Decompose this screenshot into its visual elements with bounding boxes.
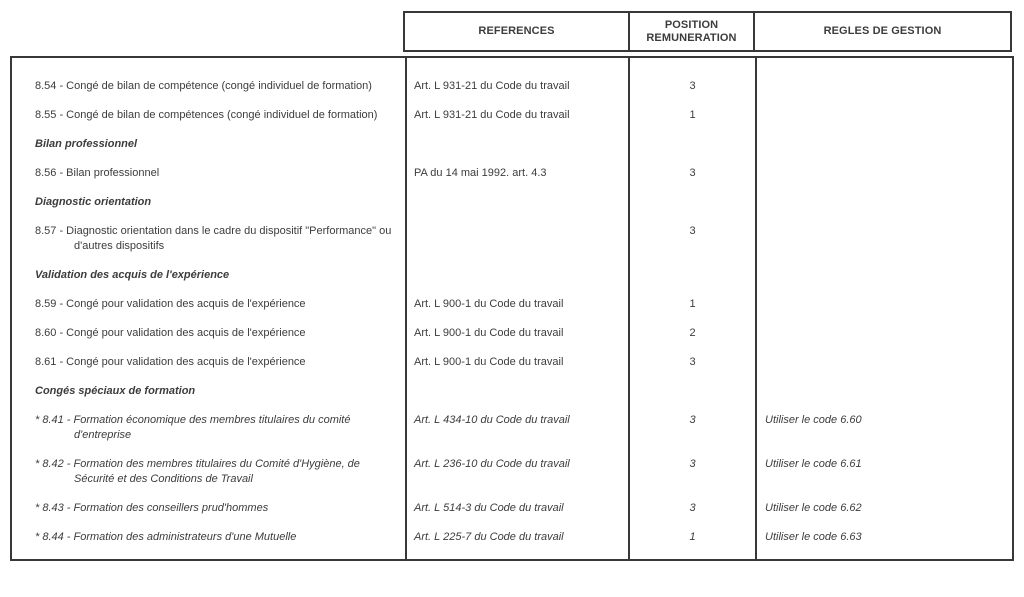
item-regle-de-gestion: [756, 57, 1013, 94]
item-reference: [406, 181, 629, 210]
item-regle-de-gestion: Utiliser le code 6.62: [756, 487, 1013, 516]
item-reference: Art. L 434-10 du Code du travail: [406, 399, 629, 443]
item-position-remuneration: 3: [629, 210, 756, 254]
table-row: [11, 94, 1013, 123]
section-title: Diagnostic orientation: [35, 196, 152, 208]
item-regle-de-gestion: Utiliser le code 6.63: [756, 516, 1013, 560]
item-description: * 8.43 - Formation des conseillers prud'hommes: [35, 502, 269, 514]
section-row: [11, 181, 1013, 210]
header-position-line1: POSITION: [664, 18, 719, 31]
section-title: Congés spéciaux de formation: [35, 385, 196, 397]
header-references-label: REFERENCES: [478, 25, 555, 37]
table-header: [403, 11, 1012, 52]
item-reference: Art. L 225-7 du Code du travail: [406, 516, 629, 560]
item-regle-de-gestion: [756, 283, 1013, 312]
item-position-remuneration: 1: [629, 94, 756, 123]
item-position-remuneration: [629, 370, 756, 399]
item-description: 8.54 - Congé de bilan de compétence (congé individuel de formation): [35, 80, 372, 92]
table-container: [10, 11, 1012, 561]
table-row: [11, 210, 1013, 254]
table-row: [11, 312, 1013, 341]
item-description: 8.60 - Congé pour validation des acquis de l'expérience: [35, 327, 306, 339]
section-title: Bilan professionnel: [35, 138, 138, 150]
section-row: [11, 123, 1013, 152]
item-reference: [406, 123, 629, 152]
item-description: 8.57 - Diagnostic orientation dans le cadre du dispositif "Performance" ou d'autres dispositifs: [35, 225, 392, 252]
header-regles-label: REGLES DE GESTION: [823, 25, 942, 37]
item-regle-de-gestion: [756, 210, 1013, 254]
table-row: [11, 283, 1013, 312]
item-reference: Art. L 236-10 du Code du travail: [406, 443, 629, 487]
table-row: [11, 341, 1013, 370]
item-regle-de-gestion: [756, 94, 1013, 123]
section-row: [11, 370, 1013, 399]
item-position-remuneration: [629, 123, 756, 152]
item-regle-de-gestion: [756, 341, 1013, 370]
item-reference: Art. L 900-1 du Code du travail: [406, 283, 629, 312]
item-position-remuneration: 3: [629, 399, 756, 443]
table-row: [11, 487, 1013, 516]
item-position-remuneration: 3: [629, 57, 756, 94]
table-row: [11, 152, 1013, 181]
item-position-remuneration: [629, 181, 756, 210]
item-regle-de-gestion: [756, 152, 1013, 181]
item-regle-de-gestion: [756, 254, 1013, 283]
item-description: 8.61 - Congé pour validation des acquis de l'expérience: [35, 356, 306, 368]
item-position-remuneration: 3: [629, 443, 756, 487]
item-reference: Art. L 900-1 du Code du travail: [406, 312, 629, 341]
item-position-remuneration: 3: [629, 341, 756, 370]
item-description: * 8.44 - Formation des administrateurs d'une Mutuelle: [35, 531, 297, 543]
item-position-remuneration: 2: [629, 312, 756, 341]
item-reference: PA du 14 mai 1992. art. 4.3: [406, 152, 629, 181]
item-reference: [406, 254, 629, 283]
item-reference: Art. L 931-21 du Code du travail: [406, 57, 629, 94]
item-description: * 8.42 - Formation des membres titulaires du Comité d'Hygiène, de Sécurité et des Conditions de Travail: [35, 458, 360, 485]
table-row: [11, 57, 1013, 94]
item-position-remuneration: [629, 254, 756, 283]
item-regle-de-gestion: [756, 181, 1013, 210]
item-regle-de-gestion: [756, 123, 1013, 152]
item-reference: Art. L 900-1 du Code du travail: [406, 341, 629, 370]
item-regle-de-gestion: [756, 312, 1013, 341]
section-title: Validation des acquis de l'expérience: [35, 269, 230, 281]
item-position-remuneration: 1: [629, 283, 756, 312]
table-row: [11, 399, 1013, 443]
item-reference: [406, 210, 629, 254]
header-references: [405, 13, 628, 50]
item-description: 8.59 - Congé pour validation des acquis de l'expérience: [35, 298, 306, 310]
header-regles-de-gestion: [755, 13, 1010, 50]
item-reference: Art. L 514-3 du Code du travail: [406, 487, 629, 516]
item-regle-de-gestion: Utiliser le code 6.60: [756, 399, 1013, 443]
item-position-remuneration: 3: [629, 152, 756, 181]
item-description: 8.56 - Bilan professionnel: [35, 167, 160, 179]
item-position-remuneration: 1: [629, 516, 756, 560]
section-row: [11, 254, 1013, 283]
leave-codes-table: [10, 56, 1014, 561]
table-row: [11, 443, 1013, 487]
item-regle-de-gestion: Utiliser le code 6.61: [756, 443, 1013, 487]
item-reference: [406, 370, 629, 399]
header-position-line2: REMUNERATION: [646, 31, 737, 44]
item-regle-de-gestion: [756, 370, 1013, 399]
item-reference: Art. L 931-21 du Code du travail: [406, 94, 629, 123]
item-description: 8.55 - Congé de bilan de compétences (congé individuel de formation): [35, 109, 378, 121]
item-description: * 8.41 - Formation économique des membres titulaires du comité d'entreprise: [35, 414, 351, 441]
table-rows: [11, 57, 1013, 560]
table-row: [11, 516, 1013, 560]
header-position-remuneration: [628, 13, 755, 50]
item-position-remuneration: 3: [629, 487, 756, 516]
